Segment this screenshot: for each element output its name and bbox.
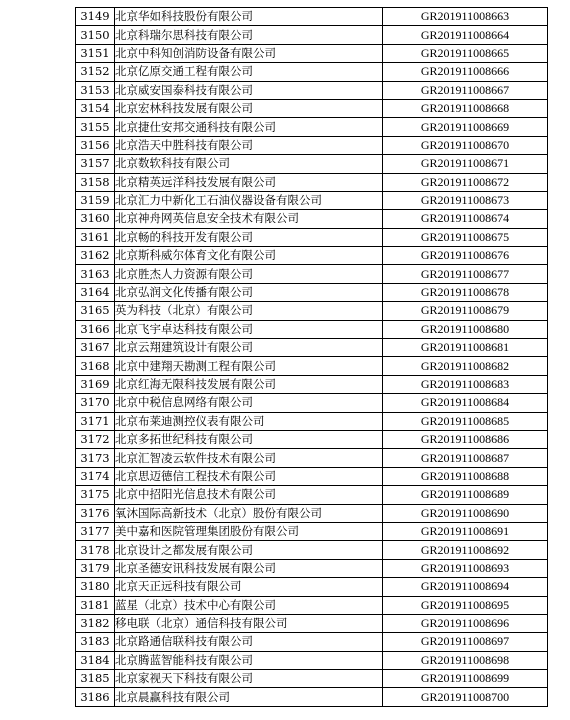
table-row [76,651,548,669]
row-number-cell: 3181 [76,596,115,614]
table-row [76,44,548,62]
row-number-cell: 3163 [76,265,115,283]
certificate-code-cell: GR201911008672 [383,173,548,191]
row-number-cell: 3150 [76,26,115,44]
company-name-cell: 北京中建翔天勘测工程有限公司 [115,357,383,375]
company-name-cell: 北京中税信息网络有限公司 [115,394,383,412]
certificate-code-cell: GR201911008674 [383,210,548,228]
row-number-cell: 3164 [76,283,115,301]
company-name-cell: 北京捷仕安邦交通科技有限公司 [115,118,383,136]
certificate-code-cell: GR201911008696 [383,614,548,632]
company-name-cell: 北京云翔建筑设计有限公司 [115,339,383,357]
certificate-code-cell: GR201911008688 [383,467,548,485]
company-name-cell: 北京天正远科技有限公司 [115,578,383,596]
row-number-cell: 3169 [76,375,115,393]
row-number-cell: 3179 [76,559,115,577]
table-row [76,265,548,283]
table-row [76,118,548,136]
company-name-cell: 北京科瑞尔思科技有限公司 [115,26,383,44]
company-name-cell: 北京亿原交通工程有限公司 [115,63,383,81]
certificate-code-cell: GR201911008692 [383,541,548,559]
company-name-cell: 北京中招阳光信息技术有限公司 [115,486,383,504]
certificate-code-cell: GR201911008669 [383,118,548,136]
certificate-code-cell: GR201911008690 [383,504,548,522]
table-row [76,578,548,596]
company-name-cell: 北京胜杰人力资源有限公司 [115,265,383,283]
row-number-cell: 3166 [76,320,115,338]
row-number-cell: 3152 [76,63,115,81]
table-row [76,302,548,320]
row-number-cell: 3161 [76,228,115,246]
certificate-code-cell: GR201911008676 [383,247,548,265]
certificate-code-cell: GR201911008700 [383,688,548,706]
table-row [76,136,548,154]
table-row [76,449,548,467]
company-name-cell: 北京腾蓝智能科技有限公司 [115,651,383,669]
row-number-cell: 3149 [76,8,115,26]
company-name-cell: 北京家视天下科技有限公司 [115,670,383,688]
table-row [76,339,548,357]
company-name-cell: 北京浩天中胜科技有限公司 [115,136,383,154]
table-row [76,63,548,81]
table-row [76,81,548,99]
company-name-cell: 北京红海无限科技发展有限公司 [115,375,383,393]
company-name-cell: 北京设计之都发展有限公司 [115,541,383,559]
row-number-cell: 3177 [76,522,115,540]
table-body [76,8,548,707]
table-row [76,357,548,375]
row-number-cell: 3182 [76,614,115,632]
certificate-code-cell: GR201911008667 [383,81,548,99]
certificate-code-cell: GR201911008691 [383,522,548,540]
row-number-cell: 3157 [76,155,115,173]
table-row [76,394,548,412]
certificate-code-cell: GR201911008679 [383,302,548,320]
certificate-code-cell: GR201911008689 [383,486,548,504]
table-row [76,191,548,209]
company-name-cell: 北京弘润文化传播有限公司 [115,283,383,301]
table-row [76,559,548,577]
row-number-cell: 3165 [76,302,115,320]
certificate-code-cell: GR201911008681 [383,339,548,357]
table-row [76,412,548,430]
table-row [76,522,548,540]
company-name-cell: 北京汇力中新化工石油仪器设备有限公司 [115,191,383,209]
company-name-cell: 北京飞宇卓达科技有限公司 [115,320,383,338]
row-number-cell: 3178 [76,541,115,559]
table-row [76,155,548,173]
company-name-cell: 北京数软科技有限公司 [115,155,383,173]
company-name-cell: 北京宏林科技发展有限公司 [115,99,383,117]
row-number-cell: 3154 [76,99,115,117]
table-row [76,430,548,448]
table-row [76,375,548,393]
certificate-code-cell: GR201911008668 [383,99,548,117]
company-name-cell: 移电联（北京）通信科技有限公司 [115,614,383,632]
company-name-cell: 北京多拓世纪科技有限公司 [115,430,383,448]
row-number-cell: 3160 [76,210,115,228]
company-name-cell: 氧沐国际高新技术（北京）股份有限公司 [115,504,383,522]
row-number-cell: 3153 [76,81,115,99]
table-row [76,670,548,688]
row-number-cell: 3172 [76,430,115,448]
company-name-cell: 美中嘉和医院管理集团股份有限公司 [115,522,383,540]
company-name-cell: 北京畅的科技开发有限公司 [115,228,383,246]
row-number-cell: 3156 [76,136,115,154]
row-number-cell: 3174 [76,467,115,485]
company-name-cell: 北京精英远洋科技发展有限公司 [115,173,383,191]
certificate-code-cell: GR201911008699 [383,670,548,688]
certificate-code-cell: GR201911008666 [383,63,548,81]
row-number-cell: 3183 [76,633,115,651]
row-number-cell: 3170 [76,394,115,412]
company-name-cell: 北京华如科技股份有限公司 [115,8,383,26]
row-number-cell: 3155 [76,118,115,136]
company-name-cell: 北京圣德安讯科技发展有限公司 [115,559,383,577]
company-name-cell: 北京汇智凌云软件技术有限公司 [115,449,383,467]
company-name-cell: 北京晨赢科技有限公司 [115,688,383,706]
row-number-cell: 3167 [76,339,115,357]
company-name-cell: 北京威安国泰科技有限公司 [115,81,383,99]
company-name-cell: 北京中科知创消防设备有限公司 [115,44,383,62]
certificate-code-cell: GR201911008675 [383,228,548,246]
row-number-cell: 3173 [76,449,115,467]
company-name-cell: 北京神舟网英信息安全技术有限公司 [115,210,383,228]
company-table [75,7,548,707]
table-row [76,26,548,44]
company-name-cell: 北京思迈德信工程技术有限公司 [115,467,383,485]
row-number-cell: 3171 [76,412,115,430]
company-name-cell: 英为科技（北京）有限公司 [115,302,383,320]
certificate-code-cell: GR201911008682 [383,357,548,375]
table-row [76,614,548,632]
row-number-cell: 3175 [76,486,115,504]
table-row [76,320,548,338]
company-name-cell: 蓝星（北京）技术中心有限公司 [115,596,383,614]
certificate-code-cell: GR201911008663 [383,8,548,26]
row-number-cell: 3159 [76,191,115,209]
table-row [76,596,548,614]
table-row [76,247,548,265]
row-number-cell: 3176 [76,504,115,522]
row-number-cell: 3185 [76,670,115,688]
certificate-code-cell: GR201911008698 [383,651,548,669]
table-row [76,210,548,228]
row-number-cell: 3151 [76,44,115,62]
table-row [76,467,548,485]
table-row [76,486,548,504]
certificate-code-cell: GR201911008697 [383,633,548,651]
table-row [76,173,548,191]
row-number-cell: 3168 [76,357,115,375]
row-number-cell: 3184 [76,651,115,669]
company-name-cell: 北京斯科威尔体育文化有限公司 [115,247,383,265]
certificate-code-cell: GR201911008694 [383,578,548,596]
certificate-code-cell: GR201911008664 [383,26,548,44]
table-row [76,8,548,26]
certificate-code-cell: GR201911008677 [383,265,548,283]
certificate-code-cell: GR201911008678 [383,283,548,301]
row-number-cell: 3186 [76,688,115,706]
certificate-code-cell: GR201911008687 [383,449,548,467]
row-number-cell: 3158 [76,173,115,191]
certificate-code-cell: GR201911008665 [383,44,548,62]
table-row [76,504,548,522]
certificate-code-cell: GR201911008683 [383,375,548,393]
certificate-code-cell: GR201911008686 [383,430,548,448]
table-row [76,688,548,706]
certificate-code-cell: GR201911008670 [383,136,548,154]
certificate-code-cell: GR201911008673 [383,191,548,209]
certificate-code-cell: GR201911008695 [383,596,548,614]
certificate-code-cell: GR201911008680 [383,320,548,338]
company-name-cell: 北京路通信联科技有限公司 [115,633,383,651]
table-row [76,633,548,651]
row-number-cell: 3162 [76,247,115,265]
table-row [76,228,548,246]
table-row [76,283,548,301]
certificate-code-cell: GR201911008685 [383,412,548,430]
company-name-cell: 北京布莱迪测控仪表有限公司 [115,412,383,430]
row-number-cell: 3180 [76,578,115,596]
certificate-code-cell: GR201911008671 [383,155,548,173]
certificate-code-cell: GR201911008684 [383,394,548,412]
certificate-code-cell: GR201911008693 [383,559,548,577]
table-row [76,99,548,117]
table-row [76,541,548,559]
